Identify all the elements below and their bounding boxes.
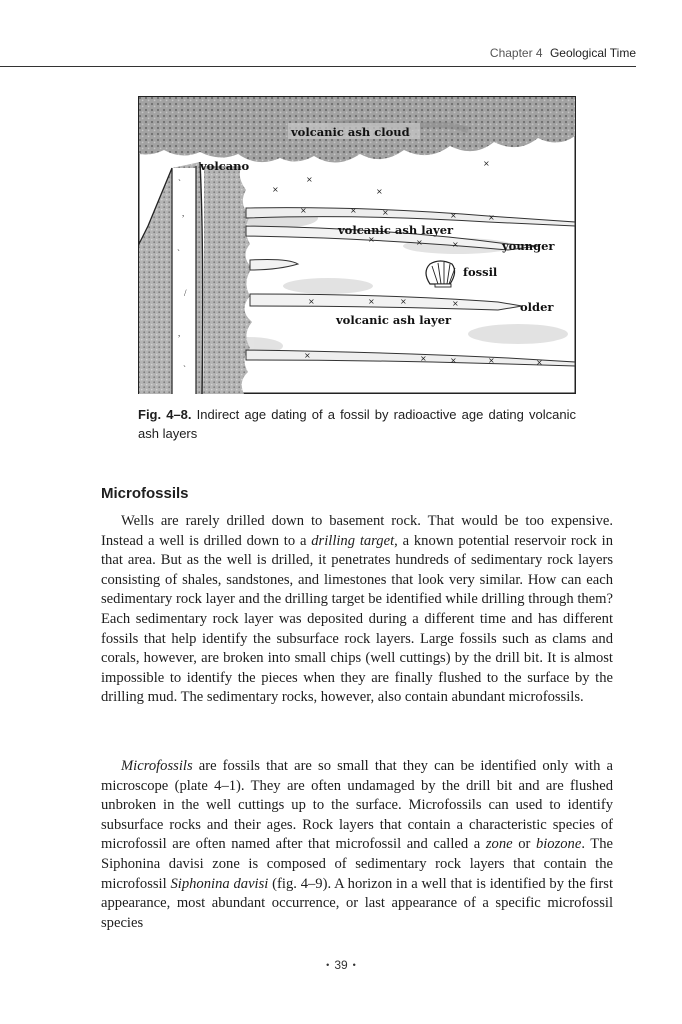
label-volcano: volcano: [200, 159, 250, 173]
header-title: Geological Time: [549, 46, 636, 60]
svg-text:×: ×: [350, 206, 357, 215]
svg-text:×: ×: [420, 354, 427, 363]
svg-text:×: ×: [308, 297, 315, 306]
p2-term-microfossils: Microfossils: [121, 758, 193, 774]
p2-term-siphonina: Siphonina davisi: [170, 875, 269, 892]
svg-text:×: ×: [306, 175, 313, 184]
svg-text:`: `: [178, 178, 181, 188]
svg-text:/: /: [184, 288, 187, 298]
label-older: older: [520, 300, 554, 314]
svg-text:,: ,: [182, 208, 185, 218]
p2-term-biozone: biozone: [535, 836, 582, 853]
svg-text:×: ×: [272, 185, 279, 194]
section-heading: Microfossils: [101, 485, 189, 502]
svg-text:×: ×: [376, 187, 383, 196]
svg-text:×: ×: [488, 213, 495, 222]
running-header: [0, 46, 636, 60]
header-rule: [0, 66, 636, 67]
svg-text:×: ×: [450, 211, 457, 220]
svg-text:,: ,: [178, 328, 181, 338]
fossil-shell-icon: [426, 261, 455, 287]
label-ash-cloud: volcanic ash cloud: [291, 125, 410, 139]
header-chapter: Chapter 4: [489, 46, 543, 60]
figure-4-8: [138, 96, 576, 394]
label-fossil: fossil: [463, 265, 498, 279]
svg-text:×: ×: [382, 208, 389, 217]
svg-text:×: ×: [416, 238, 423, 247]
label-ash-layer-upper: volcanic ash layer: [338, 223, 454, 237]
svg-text:×: ×: [368, 235, 375, 244]
svg-text:×: ×: [368, 297, 375, 306]
p2-text-1: are fossils that are so small that they can be identified only with a microscope (plate 4–1). They are often undamaged by the drill bit and are flushed unbroken in the well cuttings up to the surface. Microfossils can used to identify subsurface rocks and their ages. Rock layers that contain a characteristic species of microfossil are often named after that microfossil and called a: [101, 758, 613, 853]
svg-text:`: `: [183, 364, 186, 374]
svg-text:×: ×: [536, 358, 543, 367]
p1-text-2: , a known potential reservoir rock in that area. But as the well is drilled, it penetrates hundreds of sedimentary rock layers consisting of shales, sandstones, and limestones that look very similar. How can each sedimentary rock layer and the drilling target be identified while drilling through them? Each sedimentary rock layer was deposited during a different time and has different fossils that help identify the subsurface rock layers. Large fossils such as clams and corals, however, are broken into small chips (well cuttings) by the drill bit. It is almost impossible to identify the pieces when they are finally flushed to the surface by the drilling mud. The sedimentary rocks, however, also contain abundant microfossils.: [101, 532, 613, 706]
svg-text:×: ×: [483, 159, 490, 168]
header-separator: [545, 46, 548, 60]
svg-text:×: ×: [300, 206, 307, 215]
svg-text:×: ×: [304, 351, 311, 360]
label-ash-layer-lower: volcanic ash layer: [336, 313, 452, 327]
p2-text-4: (fig. 4–9). A horizon in a well that is identified by the first appearance, most abundant occurrence, or last appearance of a specific microfossil species: [101, 875, 613, 931]
svg-text:×: ×: [450, 356, 457, 365]
svg-text:`: `: [177, 248, 180, 258]
folio-dot-right: •: [352, 960, 356, 970]
page-number-value: 39: [334, 958, 348, 972]
svg-text:×: ×: [452, 240, 459, 249]
page-number: [0, 958, 682, 972]
volcano-diagram: [138, 96, 576, 394]
p2-term-zone: zone: [485, 836, 513, 853]
label-younger: younger: [502, 239, 555, 253]
folio-dot-left: •: [326, 960, 330, 970]
svg-text:×: ×: [400, 297, 407, 306]
paragraph-2: [101, 757, 613, 933]
p1-term-drilling-target: drilling target: [311, 532, 395, 549]
figure-caption: [138, 405, 576, 443]
svg-text:×: ×: [452, 299, 459, 308]
p2-text-2: or: [512, 836, 536, 853]
p2-text-3: . The Siphonina davisi zone is composed of sedimentary rock layers that contain the microfossil: [101, 836, 613, 892]
svg-text:×: ×: [488, 356, 495, 365]
caption-label: Fig. 4–8.: [138, 407, 192, 422]
caption-text: Indirect age dating of a fossil by radioactive age dating volcanic ash layers: [138, 407, 576, 441]
p1-text-1: Wells are rarely drilled down to basement rock. That would be too expensive. Instead a well is drilled down to a: [101, 513, 613, 549]
paragraph-1: [101, 512, 613, 708]
